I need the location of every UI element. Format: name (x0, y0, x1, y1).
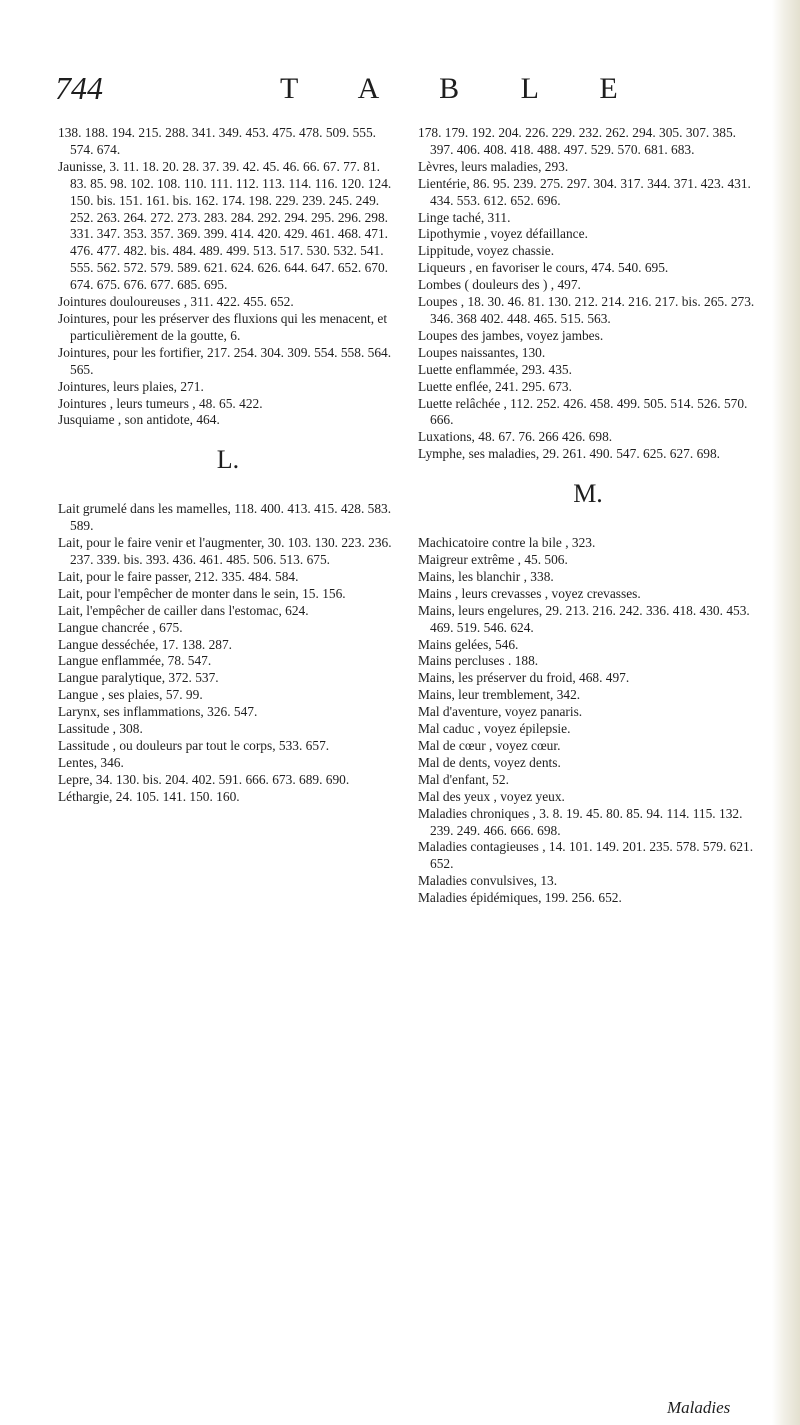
right-entries-top (418, 125, 758, 463)
index-entry: Mal de cœur , voyez cœur. (418, 738, 561, 753)
index-entry: Lippitude, voyez chassie. (418, 243, 555, 259)
index-entry: Lentes, 346. (58, 754, 124, 770)
index-entry: Lait, pour le faire venir et l'augmenter, 30. 103. 130. 223. 236. 237. 339. bis. 393. 436. 461. 485. 506. 513. 675. (58, 535, 392, 568)
index-entry: Mal de dents, voyez dents. (418, 754, 561, 770)
index-entry: Langue chancrée , 675. (58, 619, 183, 635)
index-entry: Maladies convulsives, 13. (418, 873, 558, 889)
right-entries-bottom (418, 535, 758, 907)
index-entry: Mains, les préserver du froid, 468. 497. (418, 670, 630, 686)
index-entry: Lientérie, 86. 95. 239. 275. 297. 304. 317. 344. 371. 423. 431. 434. 553. 612. 652. 696. (418, 175, 751, 208)
index-entry: Lait, l'empêcher de cailler dans l'estomac, 624. (58, 602, 309, 618)
index-entry: Mains, leurs engelures, 29. 213. 216. 242. 336. 418. 430. 453. 469. 519. 546. 624. (418, 602, 750, 635)
index-entry: Lymphe, ses maladies, 29. 261. 490. 547. 625. 627. 698. (418, 446, 721, 462)
index-entry: Mal d'enfant, 52. (418, 771, 509, 787)
index-entry: Mains , leurs crevasses , voyez crevasses. (418, 585, 641, 601)
page-number: 744 (55, 70, 103, 106)
index-entry: Langue desséchée, 17. 138. 287. (58, 636, 233, 652)
index-entry: Mal des yeux , voyez yeux. (418, 788, 565, 804)
index-entry: Langue enflammée, 78. 547. (58, 653, 212, 669)
index-entry: Lombes ( douleurs des ) , 497. (418, 277, 581, 293)
index-entry: Langue paralytique, 372. 537. (58, 670, 219, 686)
index-entry: Loupes naissantes, 130. (418, 344, 546, 360)
index-entry: Jointures douloureuses , 311. 422. 455. 652. (58, 294, 294, 310)
index-entry: Linge taché, 311. (418, 209, 511, 225)
catchword: Maladies (667, 1398, 731, 1417)
index-entry: Liqueurs , en favoriser le cours, 474. 540. 695. (418, 260, 669, 276)
left-entries-bottom (58, 501, 398, 805)
index-entry: Luette enflée, 241. 295. 673. (418, 378, 572, 394)
index-entry: Larynx, ses inflammations, 326. 547. (58, 704, 258, 720)
index-entry: Langue , ses plaies, 57. 99. (58, 687, 203, 703)
left-column (58, 125, 398, 806)
index-entry: 138. 188. 194. 215. 288. 341. 349. 453. 475. 478. 509. 555. 574. 674. (58, 125, 377, 157)
index-entry: Maladies chroniques , 3. 8. 19. 45. 80. 85. 94. 114. 115. 132. 239. 249. 466. 666. 698. (418, 805, 743, 838)
index-entry: Mains, leur tremblement, 342. (418, 687, 581, 703)
index-entry: Mains, les blanchir , 338. (418, 568, 554, 584)
index-entry: Jointures, leurs plaies, 271. (58, 378, 204, 394)
index-entry: Jaunisse, 3. 11. 18. 20. 28. 37. 39. 42. 45. 46. 66. 67. 77. 81. 83. 85. 98. 102. 108. 110. 111. 112. 113. 114. 116. 120. 124. 150. bis. 151. 161. bis. 162. 174. 198. 229. 239. 245. 249. 252. 263. 264. 272. 273. 283. 284. 292. 294. 295. 296. 298. 331. 347. 353. 357. 369. 399. 414. 420. 429. 461. 468. 471. 476. 477. 482. bis. 484. 489. 499. 513. 517. 530. 532. 541. 555. 562. 572. 579. 589. 621. 624. 626. 644. 647. 652. 670. 674. 675. 676. 677. 685. 695. (58, 158, 392, 293)
left-entries-top (58, 125, 398, 429)
index-entry: Loupes , 18. 30. 46. 81. 130. 212. 214. 216. 217. bis. 265. 273. 346. 368 402. 448. 465. 515. 563. (418, 294, 755, 326)
index-entry: Maigreur extrême , 45. 506. (418, 552, 568, 568)
index-entry: Loupes des jambes, voyez jambes. (418, 327, 604, 343)
index-entry: Maladies contagieuses , 14. 101. 149. 201. 235. 578. 579. 621. 652. (418, 839, 754, 872)
index-entry: Luxations, 48. 67. 76. 266 426. 698. (418, 429, 613, 445)
index-entry: 178. 179. 192. 204. 226. 229. 232. 262. 294. 305. 307. 385. 397. 406. 408. 418. 488. 497. 529. 570. 681. 683. (418, 125, 737, 157)
index-entry: Mal caduc , voyez épilepsie. (418, 721, 571, 737)
index-entry: Léthargie, 24. 105. 141. 150. 160. (58, 788, 240, 804)
index-entry: Lepre, 34. 130. bis. 204. 402. 591. 666. 673. 689. 690. (58, 771, 350, 787)
index-entry: Luette relâchée , 112. 252. 426. 458. 499. 505. 514. 526. 570. 666. (418, 395, 748, 428)
index-entry: Jointures, pour les fortifier, 217. 254. 304. 309. 554. 558. 564. 565. (58, 344, 392, 377)
running-title: T A B L E (280, 72, 645, 105)
index-entry: Maladies épidémiques, 199. 256. 652. (418, 890, 622, 906)
index-entry: Luette enflammée, 293. 435. (418, 361, 572, 377)
index-entry: Mains gelées, 546. (418, 636, 519, 652)
index-entry: Machicatoire contre la bile , 323. (418, 535, 596, 551)
index-entry: Lassitude , 308. (58, 721, 143, 737)
section-letter-l: L. (216, 445, 240, 475)
index-entry: Lait, pour l'empêcher de monter dans le sein, 15. 156. (58, 585, 346, 601)
index-entry: Jointures , leurs tumeurs , 48. 65. 422. (58, 395, 263, 411)
index-entry: Lait, pour le faire passer, 212. 335. 484. 584. (58, 568, 299, 584)
section-letter-m: M. (573, 479, 603, 509)
index-entry: Lipothymie , voyez défaillance. (418, 226, 588, 242)
index-entry: Jusquiame , son antidote, 464. (58, 412, 220, 428)
index-entry: Mal d'aventure, voyez panaris. (418, 704, 583, 720)
right-column (418, 125, 758, 907)
page-header (55, 62, 775, 112)
page-edge-shadow (772, 0, 800, 1425)
index-entry: Jointures, pour les préserver des fluxions qui les menacent, et particulièrement de la goutte, 6. (58, 310, 388, 343)
index-entry: Lassitude , ou douleurs par tout le corps, 533. 657. (58, 738, 330, 753)
index-entry: Lait grumelé dans les mamelles, 118. 400. 413. 415. 428. 583. 589. (58, 501, 392, 534)
index-entry: Lèvres, leurs maladies, 293. (418, 158, 569, 174)
index-entry: Mains percluses . 188. (418, 653, 539, 669)
